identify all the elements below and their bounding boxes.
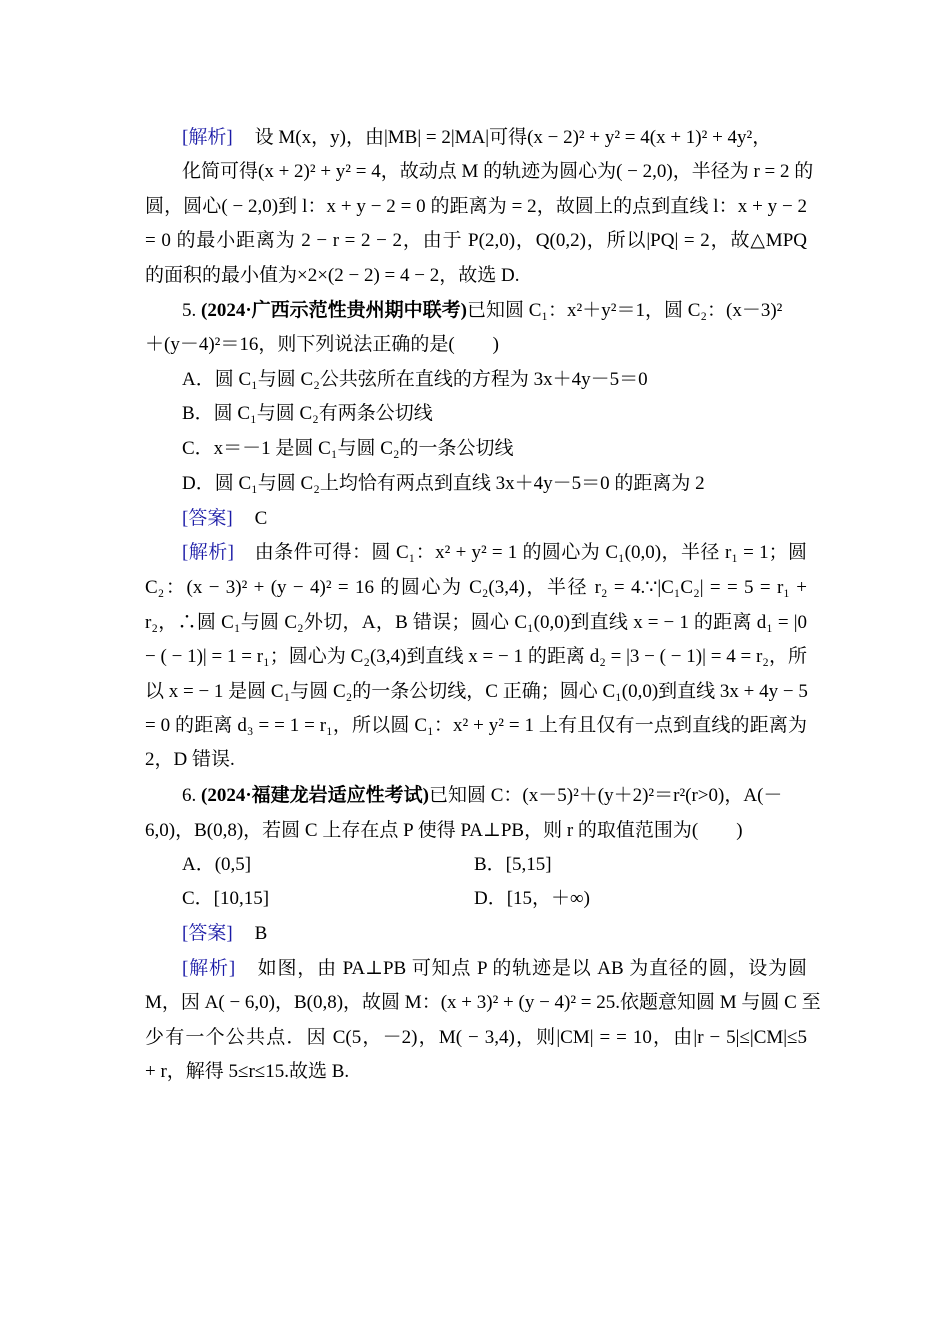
question-stem: 已知圆 C₁：x²＋y²＝1，圆 C₂：(x－3)² — [467, 300, 783, 321]
analysis-label: [解析] — [182, 958, 236, 979]
analysis-line: 少有一个公共点．因 C(5，－2)，M( − 3,4)，则|CM| = = 10，由|r − 5|≤|CM|≤5 — [145, 1027, 807, 1048]
analysis-line — [182, 541, 807, 565]
answer-line — [182, 922, 844, 946]
analysis-text: 如图，由 PA⊥PB 可知点 P 的轨迹是以 AB 为直径的圆，设为圆 — [257, 958, 808, 979]
question-source: (2024·福建龙岩适应性考试) — [201, 785, 429, 806]
analysis-line: + r，解得 5≤r≤15.故选 B. — [145, 1061, 350, 1082]
analysis-text: 由条件可得：圆 C₁：x² + y² = 1 的圆心为 C₁(0,0)，半径 r₁ = 1；圆 — [254, 542, 808, 563]
option-c: C．x＝－1 是圆 C₁与圆 C₂的一条公切线 — [182, 438, 514, 459]
answer-value: B — [254, 923, 268, 944]
analysis-line: 以 x = − 1 是圆 C₁与圆 C₂的一条公切线，C 正确；圆心 C₁(0,0)到直线 3x + 4y − 5 — [145, 681, 808, 702]
answer-label: [答案] — [182, 923, 233, 944]
option-a: A．圆 C₁与圆 C₂公共弦所在直线的方程为 3x＋4y－5＝0 — [182, 369, 648, 390]
option-b: B．圆 C₁与圆 C₂有两条公切线 — [182, 403, 433, 424]
question-stem-line: 6,0)，B(0,8)，若圆 C 上存在点 P 使得 PA⊥PB，则 r 的取值范围为( ) — [145, 820, 743, 841]
analysis-line: 2，D 错误. — [145, 749, 235, 770]
analysis-label: [解析] — [182, 542, 234, 563]
option-d: D．[15，＋∞) — [474, 888, 590, 909]
option-d: D．圆 C₁与圆 C₂上均恰有两点到直线 3x＋4y－5＝0 的距离为 2 — [182, 473, 705, 494]
question-stem: 已知圆 C：(x－5)²＋(y＋2)²＝r²(r>0)，A(－ — [429, 785, 783, 806]
analysis-text: 设 M(x，y)，由|MB| = 2|MA|可得(x − 2)² + y² = 4(x + 1)² + 4y²， — [254, 127, 772, 148]
analysis-line: − ( − 1)| = 1 = r₁；圆心为 C₂(3,4)到直线 x = − 1 的距离 d₂ = |3 − ( − 1)| = 4 = r₂，所 — [145, 646, 807, 667]
analysis-line: 的面积的最小值为×2×(2 − 2) = 4 − 2，故选 D. — [145, 265, 520, 286]
analysis-line: 圆，圆心( − 2,0)到 l：x + y − 2 = 0 的距离为 = 2，故圆上的点到直线 l：x + y − 2 — [145, 196, 807, 217]
analysis-line: C₂：(x − 3)² + (y − 4)² = 16 的圆心为 C₂(3,4)，半径 r₂ = 4.∵|C₁C₂| = = 5 = r₁ + — [145, 577, 807, 598]
analysis-line: M，因 A( − 6,0)，B(0,8)，故圆 M：(x + 3)² + (y − 4)² = 25.依题意知圆 M 与圆 C 至 — [145, 992, 821, 1013]
analysis-line — [145, 126, 807, 150]
analysis-line — [182, 957, 807, 981]
question-number: 6. — [182, 785, 197, 806]
analysis-line: 化简可得(x + 2)² + y² = 4，故动点 M 的轨迹为圆心为( − 2,0)，半径为 r = 2 的 — [182, 161, 814, 182]
analysis-line: = 0 的最小距离为 2 − r = 2 − 2，由于 P(2,0)，Q(0,2)，所以|PQ| = 2，故△MPQ — [145, 230, 807, 251]
option-b: B．[5,15] — [474, 854, 552, 875]
question-5-stem — [182, 299, 807, 323]
analysis-line: = 0 的距离 d₃ = = 1 = r₁，所以圆 C₁：x² + y² = 1 上有且仅有一点到直线的距离为 — [145, 715, 807, 736]
answer-value: C — [254, 508, 268, 529]
question-stem-line: ＋(y－4)²＝16，则下列说法正确的是( ) — [145, 334, 500, 355]
question-source: (2024·广西示范性贵州期中联考) — [201, 300, 467, 321]
question-6-stem — [182, 784, 807, 808]
answer-label: [答案] — [182, 508, 233, 529]
analysis-line: r₂，∴圆 C₁与圆 C₂外切，A，B 错误；圆心 C₁(0,0)到直线 x = − 1 的距离 d₁ = |0 — [145, 612, 807, 633]
question-number: 5. — [182, 300, 197, 321]
analysis-label: [解析] — [182, 127, 233, 148]
option-c: C．[10,15] — [182, 888, 270, 909]
option-a: A．(0,5] — [182, 854, 252, 875]
answer-line — [182, 507, 844, 531]
